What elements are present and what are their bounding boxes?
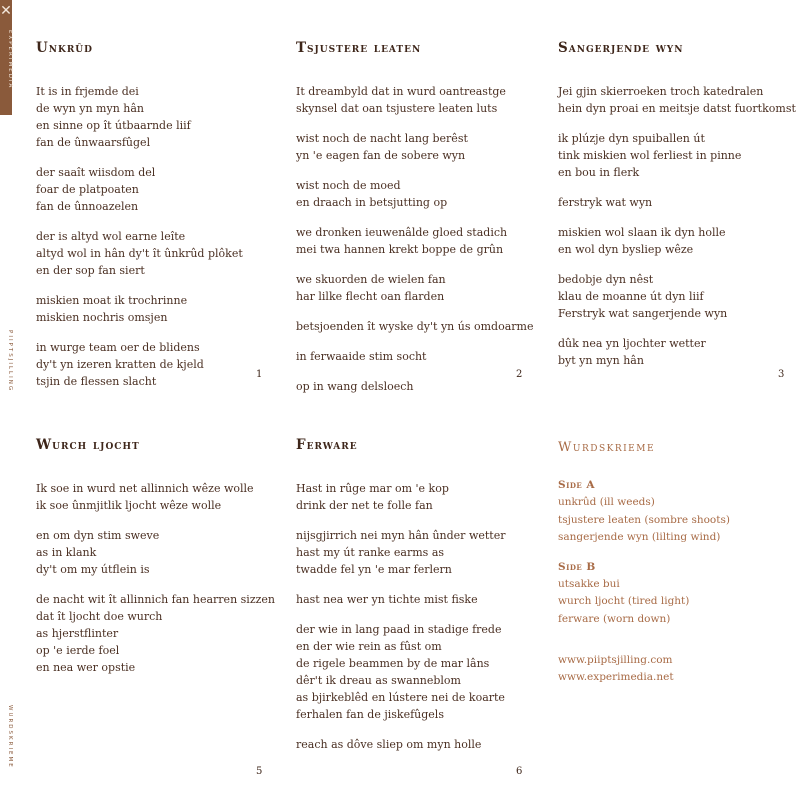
experimedia-label: EXPERIMEDIA [7,30,13,90]
poem-line: de wyn yn myn hân [36,102,145,115]
poem-line: op in wang delsloech [296,380,414,393]
stanza [296,527,536,578]
poem-line: hast my út ranke earms as [296,546,445,559]
poem-line: as hjerstflinter [36,627,119,640]
side-b-label: Side B [558,560,596,573]
side-label-piiptsjilling: PIIPTSJILLING [7,330,13,393]
poem-line: dûk nea yn ljochter wetter [558,337,706,350]
side-label-wurdskrieme: WURDSKRIEME [7,705,13,769]
poem-line: dy't om my útflein is [36,563,150,576]
stanza [558,130,798,181]
side-strip [0,0,12,800]
stanza [296,378,536,395]
stanza [296,271,536,305]
poem-line: wist noch de nacht lang berêst [296,132,468,145]
stanza [36,480,276,514]
links [558,652,788,686]
poem-title: Tsjustere leaten [296,40,422,56]
poem-line: en sinne op ît útbaarnde liif [36,119,191,132]
poem-title: Sangerjende wyn [558,40,684,56]
poem-line: nijsgjirrich nei myn hân ûnder wetter [296,529,506,542]
poem-line: we dronken ieuwenâlde gloed stadich [296,226,508,239]
page-number: 5 [256,766,263,777]
poem-line: ik soe ûnmjitlik ljocht wêze wolle [36,499,222,512]
poem-title: Ferware [296,437,358,453]
stanza [296,348,536,365]
page-number: 6 [516,766,523,777]
stanza [296,318,536,335]
glossary-entry: ferware (worn down) [558,612,671,625]
poem-line: wist noch de moed [296,179,401,192]
glossary-title: Wurdskrieme [558,440,656,455]
poem-line: hein dyn proai en meitsje datst fuortkomst [558,102,796,115]
poem-line: It is in frjemde dei [36,85,139,98]
poem-line: It dreambyld dat in wurd oantreastge [296,85,506,98]
poem-line: har lilke flecht oan flarden [296,290,445,303]
stanza [296,83,536,117]
poem-line: ik plúzje dyn spuiballen út [558,132,705,145]
page-number: 1 [256,369,263,380]
stanza [558,194,798,211]
poem-line: betsjoenden ît wyske dy't yn ús omdoarme [296,320,534,333]
poem-line: reach as dôve sliep om myn holle [296,738,482,751]
stanza [296,736,536,753]
poem-line: op 'e ierde foel [36,644,120,657]
stanza [558,335,798,369]
page-number: 3 [778,369,785,380]
poem-line: as bjirkeblêd en lústere nei de koarte [296,691,505,704]
stanza [36,83,276,151]
experimedia-logo-band [0,0,12,115]
poem-line: dy't yn izeren kratten de kjeld [36,358,204,371]
poem-line: bedobje dyn nêst [558,273,654,286]
poem-line: in ferwaaide stim socht [296,350,427,363]
poem-line: skynsel dat oan tsjustere leaten luts [296,102,498,115]
stanza [36,591,276,676]
stanza [296,130,536,164]
poem-line: Jei gjin skierroeken troch katedralen [558,85,764,98]
glossary-entry: sangerjende wyn (lilting wind) [558,531,721,543]
poem-line: dêr't ik dreau as swanneblom [296,674,461,687]
stanza [296,621,536,723]
poem-line: fan de ûnnoazelen [36,200,139,213]
poem-line: foar de platpoaten [36,183,139,196]
stanza [36,527,276,578]
stanza [558,83,798,117]
glossary-entry: utsakke bui [558,577,620,590]
side-a-group [558,477,788,547]
poem-line: hast nea wer yn tichte mist fiske [296,593,478,606]
poem-line: altyd wol in hân dy't ît ûnkrûd plôket [36,247,243,260]
glossary-entry: unkrûd (ill weeds) [558,496,655,508]
poem-line: en bou in flerk [558,166,640,179]
poem-line: der saaît wiisdom del [36,166,156,179]
poem-line: der is altyd wol earne leîte [36,230,186,243]
stanza [296,591,536,608]
poem-line: byt yn myn hân [558,354,644,367]
poem-ferware [296,437,536,766]
link-experimedia[interactable]: www.experimedia.net [558,671,674,683]
poem-line: we skuorden de wielen fan [296,273,446,286]
poem-line: drink der net te folle fan [296,499,433,512]
poem-line: en der sop fan siert [36,264,145,277]
poem-line: mei twa hannen krekt boppe de grûn [296,243,504,256]
poem-line: miskien nochris omsjen [36,311,168,324]
poem-line: fan de ûnwaarsfûgel [36,136,151,149]
poem-line: en nea wer opstie [36,661,136,674]
poem-line: ferhalen fan de jiskefûgels [296,708,444,721]
glossary-entry: tsjustere leaten (sombre shoots) [558,513,730,526]
poem-line: klau de moanne út dyn liif [558,290,704,303]
poem-line: de nacht wit ît allinnich fan hearren sizzen [36,593,275,606]
link-piiptsjilling[interactable]: www.piiptsjilling.com [558,654,673,666]
poem-tsjustere-leaten [296,40,536,408]
side-b-group [558,559,788,629]
poem-line: en der wie rein as fûst om [296,640,442,653]
poem-sangerjende-wyn [558,40,798,382]
stanza [36,292,276,326]
poem-line: de rigele beammen by de mar lâns [296,657,490,670]
stanza [296,480,536,514]
poem-line: tsjin de flessen slacht [36,375,157,388]
poem-line: Hast in rûge mar om 'e kop [296,482,449,495]
poem-line: Ferstryk wat sangerjende wyn [558,307,728,320]
page-number: 2 [516,369,523,380]
poem-line: yn 'e eagen fan de sobere wyn [296,149,466,162]
stanza [36,228,276,279]
experimedia-logo-icon: ✕ [0,3,12,19]
poem-line: der wie in lang paad in stadige frede [296,623,502,636]
poem-line: miskien moat ik trochrinne [36,294,188,307]
poem-wurch-ljocht [36,437,276,689]
poem-title: Wurch ljocht [36,437,140,453]
side-a-label: Side A [558,479,596,491]
poem-line: in wurge team oer de blidens [36,341,200,354]
poem-line: dat ît ljocht doe wurch [36,610,163,623]
stanza [296,177,536,211]
poem-line: en draach in betsjutting op [296,196,448,209]
poem-unkrud [36,40,276,403]
stanza [558,224,798,258]
glossary-entry: wurch ljocht (tired light) [558,595,690,607]
stanza [36,164,276,215]
stanza [296,224,536,258]
poem-line: en om dyn stim sweve [36,529,160,542]
poem-line: en wol dyn bysliep wêze [558,243,694,256]
poem-line: as in klank [36,546,97,559]
poem-line: twadde fel yn 'e mar ferlern [296,563,452,576]
poem-line: tink miskien wol ferliest in pinne [558,149,742,162]
stanza [36,339,276,390]
poem-line: miskien wol slaan ik dyn holle [558,226,726,239]
poem-title: Unkrûd [36,40,93,56]
glossary [558,440,788,686]
poem-line: Ik soe in wurd net allinnich wêze wolle [36,482,254,495]
poem-line: ferstryk wat wyn [558,196,653,209]
stanza [558,271,798,322]
